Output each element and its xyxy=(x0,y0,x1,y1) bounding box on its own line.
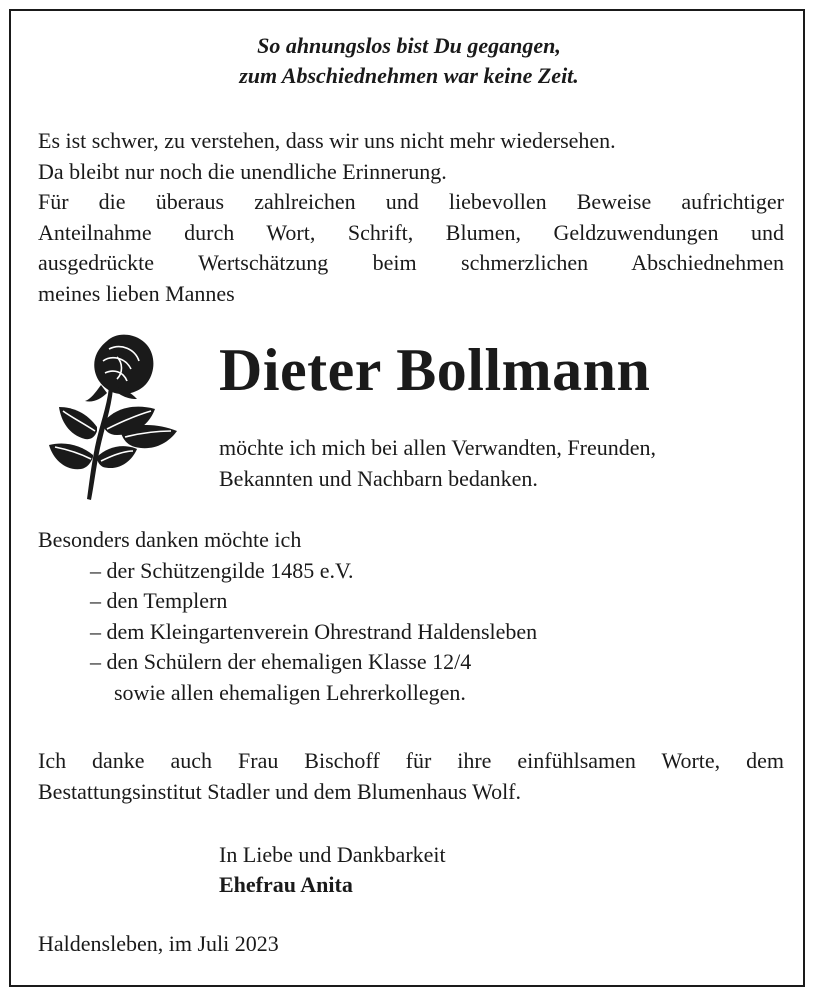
extra-thanks-line: Bestattungsinstitut Stadler und dem Blumenhaus Wolf. xyxy=(38,778,522,804)
obituary-card xyxy=(9,9,805,987)
special-thanks xyxy=(38,525,537,708)
list-item: – der Schützengilde 1485 e.V. xyxy=(90,557,354,583)
thanks-line: Bekannten und Nachbarn bedanken. xyxy=(219,465,538,491)
motto-line-1: So ahnungslos bist Du gegangen, xyxy=(257,33,561,58)
thanks-line: möchte ich mich bei allen Verwandten, Freunden, xyxy=(219,435,657,460)
list-item: – dem Kleingartenverein Ohrestrand Haldensleben xyxy=(90,618,538,644)
closing-phrase: In Liebe und Dankbarkeit xyxy=(219,842,446,867)
intro-paragraph xyxy=(38,126,784,309)
intro-line: Es ist schwer, zu verstehen, dass wir uns nicht mehr wiedersehen. xyxy=(38,128,616,153)
intro-line: meines lieben Mannes xyxy=(38,280,235,306)
thanks-paragraph xyxy=(219,433,785,494)
deceased-name: Dieter Bollmann xyxy=(219,337,651,403)
motto-line-2: zum Abschiednehmen war keine Zeit. xyxy=(239,63,579,88)
intro-line: ausgedrückte Wertschätzung beim schmerzlichen Abschiednehmen xyxy=(38,250,784,275)
list-item: – den Templern xyxy=(90,588,228,613)
special-heading: Besonders danken möchte ich xyxy=(38,527,302,552)
rose-illustration-icon xyxy=(37,327,183,503)
list-item-continuation: sowie allen ehemaligen Lehrerkollegen. xyxy=(114,679,466,705)
intro-line: Da bleibt nur noch die unendliche Erinnerung. xyxy=(38,158,447,184)
intro-line: Anteilnahme durch Wort, Schrift, Blumen, Geldzuwendungen und xyxy=(38,219,784,245)
motto xyxy=(11,31,807,91)
place-date: Haldensleben, im Juli 2023 xyxy=(38,931,279,956)
list-item: – den Schülern der ehemaligen Klasse 12/4 xyxy=(90,649,472,674)
extra-thanks-paragraph xyxy=(38,746,784,807)
intro-line: Für die überaus zahlreichen und liebevollen Beweise aufrichtiger xyxy=(38,189,784,214)
extra-thanks-line: Ich danke auch Frau Bischoff für ihre einfühlsamen Worte, dem xyxy=(38,748,784,773)
signature: Ehefrau Anita xyxy=(219,872,353,897)
